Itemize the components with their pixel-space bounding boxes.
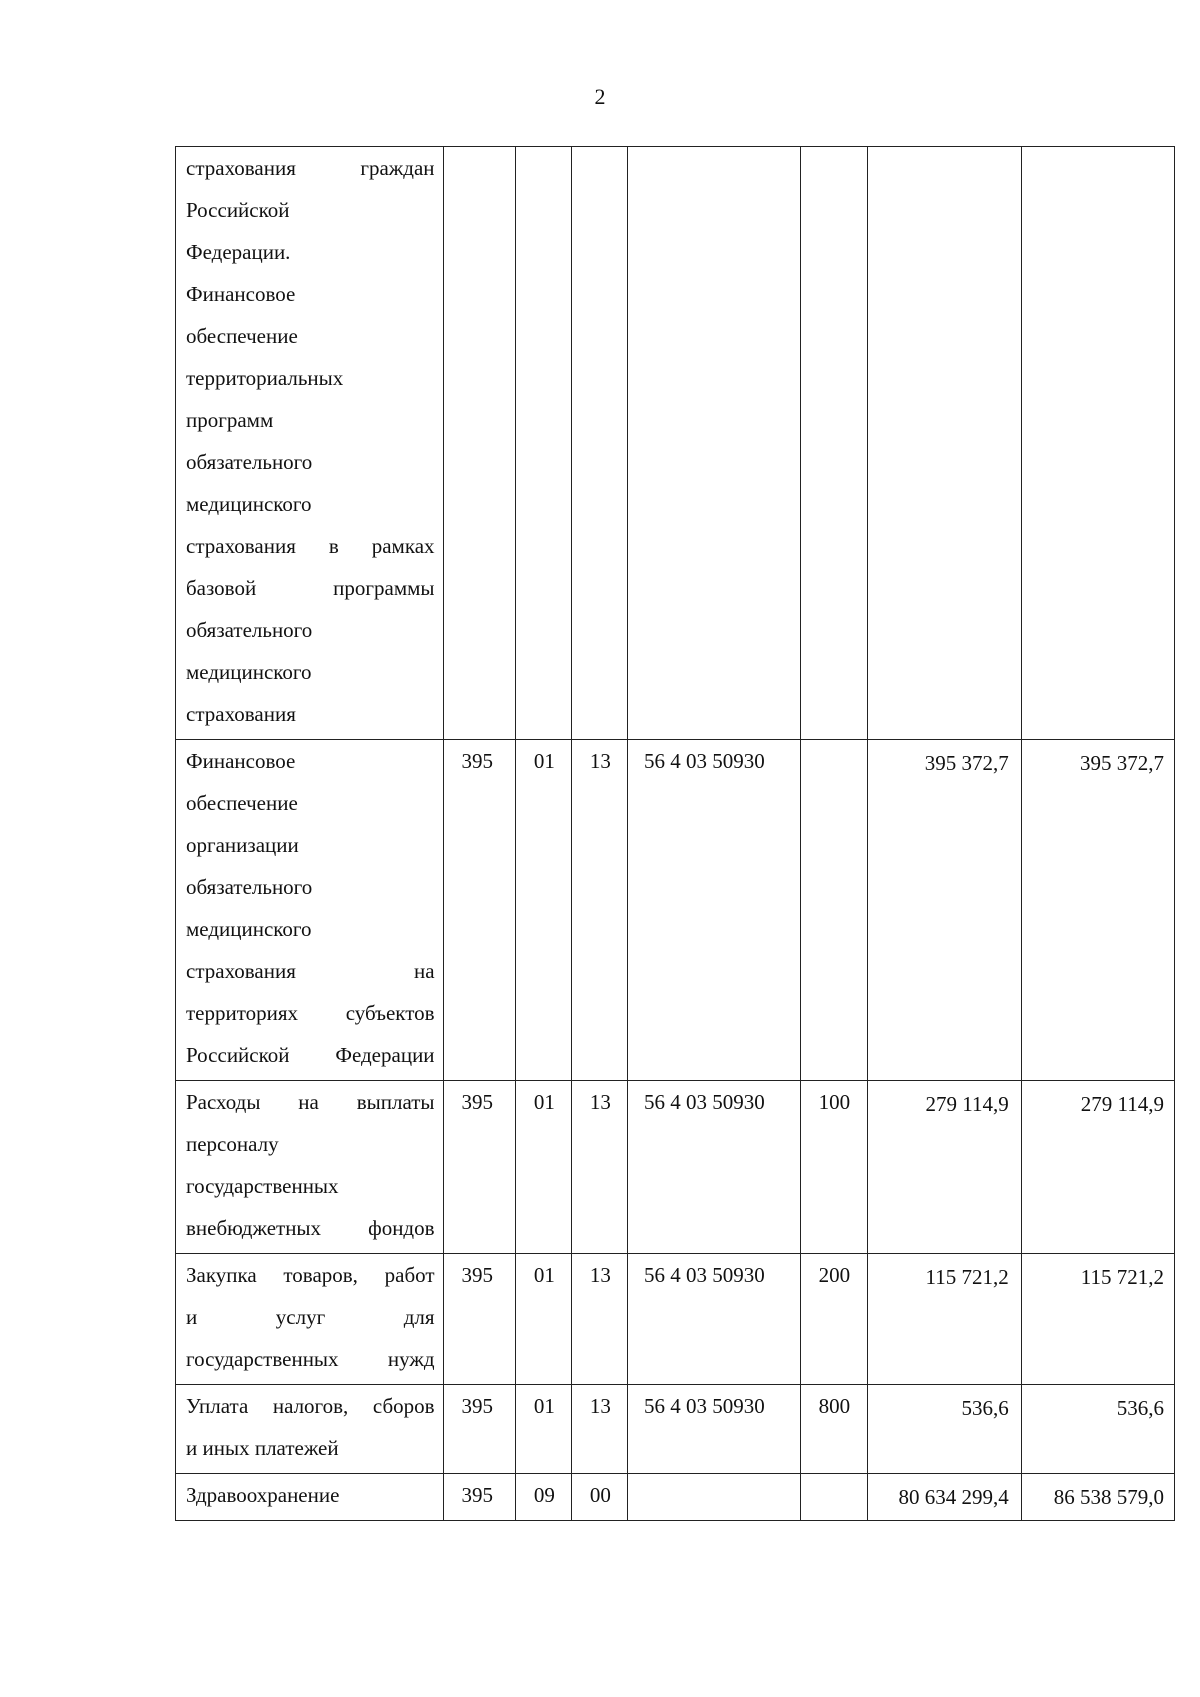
row-name-cell	[176, 1254, 444, 1385]
row-name-cell	[176, 1081, 444, 1254]
amount-year-2-cell: 115 721,2	[1021, 1254, 1174, 1385]
row-name-line: программ	[186, 408, 274, 432]
row-name-cell	[176, 1385, 444, 1474]
amount-year-2-cell: 279 114,9	[1021, 1081, 1174, 1254]
expense-type-cell: 800	[800, 1385, 867, 1474]
row-name-line: и иных платежей	[186, 1436, 339, 1460]
target-article-cell: 56 4 03 50930	[628, 1081, 801, 1254]
row-name-line: обеспечение	[186, 791, 298, 815]
table-body	[176, 147, 1175, 1521]
amount-year-2-cell: 395 372,7	[1021, 740, 1174, 1081]
row-name-line: страхования в рамках	[186, 534, 435, 558]
amount-year-2-cell	[1021, 147, 1174, 740]
row-name-line: обязательного	[186, 450, 313, 474]
row-name-line: Российской	[186, 198, 290, 222]
row-name-line: Федерации.	[186, 240, 291, 264]
ministry-code-cell: 395	[443, 1254, 515, 1385]
table-row	[176, 1474, 1175, 1521]
ministry-code-cell: 395	[443, 740, 515, 1081]
table-row	[176, 1081, 1175, 1254]
row-name-line: государственных нужд	[186, 1347, 435, 1371]
section-code-cell	[515, 147, 571, 740]
expense-type-cell: 100	[800, 1081, 867, 1254]
row-name-line: и услуг для	[186, 1305, 435, 1329]
row-name-line: обязательного	[186, 618, 313, 642]
amount-year-2-cell: 536,6	[1021, 1385, 1174, 1474]
row-name-line: территориях субъектов	[186, 1001, 435, 1025]
amount-year-1-cell: 395 372,7	[867, 740, 1021, 1081]
ministry-code-cell: 395	[443, 1385, 515, 1474]
row-name-cell	[176, 147, 444, 740]
target-article-cell: 56 4 03 50930	[628, 1385, 801, 1474]
row-name-line: Финансовое	[186, 749, 296, 773]
section-code-cell: 09	[515, 1474, 571, 1521]
row-name-line: обеспечение	[186, 324, 298, 348]
table-row	[176, 1254, 1175, 1385]
ministry-code-cell: 395	[443, 1474, 515, 1521]
row-name-line: внебюджетных фондов	[186, 1216, 435, 1240]
subsection-code-cell: 13	[571, 740, 627, 1081]
target-article-cell: 56 4 03 50930	[628, 1254, 801, 1385]
target-article-cell: 56 4 03 50930	[628, 740, 801, 1081]
row-name-line: Расходы на выплаты	[186, 1090, 435, 1114]
subsection-code-cell: 00	[571, 1474, 627, 1521]
row-name-line: страхования	[186, 702, 296, 726]
row-name-line: Финансовое	[186, 282, 296, 306]
ministry-code-cell	[443, 147, 515, 740]
expense-type-cell: 200	[800, 1254, 867, 1385]
expense-type-cell	[800, 1474, 867, 1521]
amount-year-1-cell: 536,6	[867, 1385, 1021, 1474]
section-code-cell: 01	[515, 1081, 571, 1254]
row-name-line: Здравоохранение	[186, 1483, 340, 1507]
target-article-cell	[628, 147, 801, 740]
expense-type-cell	[800, 740, 867, 1081]
subsection-code-cell: 13	[571, 1081, 627, 1254]
section-code-cell: 01	[515, 740, 571, 1081]
row-name-line: медицинского	[186, 492, 312, 516]
amount-year-2-cell: 86 538 579,0	[1021, 1474, 1174, 1521]
row-name-line: Российской Федерации	[186, 1043, 435, 1067]
subsection-code-cell	[571, 147, 627, 740]
row-name-line: страхования граждан	[186, 156, 435, 180]
row-name-line: государственных	[186, 1174, 339, 1198]
row-name-line: организации	[186, 833, 299, 857]
row-name-line: Уплата налогов, сборов	[186, 1394, 435, 1418]
row-name-line: страхования на	[186, 959, 435, 983]
table-row	[176, 1385, 1175, 1474]
amount-year-1-cell	[867, 147, 1021, 740]
target-article-cell	[628, 1474, 801, 1521]
row-name-line: медицинского	[186, 917, 312, 941]
section-code-cell: 01	[515, 1254, 571, 1385]
section-code-cell: 01	[515, 1385, 571, 1474]
ministry-code-cell: 395	[443, 1081, 515, 1254]
row-name-line: обязательного	[186, 875, 313, 899]
row-name-line: базовой программы	[186, 576, 435, 600]
subsection-code-cell: 13	[571, 1254, 627, 1385]
row-name-line: Закупка товаров, работ	[186, 1263, 435, 1287]
table-row	[176, 740, 1175, 1081]
row-name-line: территориальных	[186, 366, 344, 390]
budget-table	[175, 146, 1175, 1521]
row-name-cell	[176, 1474, 444, 1521]
row-name-line: медицинского	[186, 660, 312, 684]
amount-year-1-cell: 279 114,9	[867, 1081, 1021, 1254]
subsection-code-cell: 13	[571, 1385, 627, 1474]
amount-year-1-cell: 80 634 299,4	[867, 1474, 1021, 1521]
page-number: 2	[594, 84, 606, 109]
amount-year-1-cell: 115 721,2	[867, 1254, 1021, 1385]
row-name-cell	[176, 740, 444, 1081]
table-row	[176, 147, 1175, 740]
expense-type-cell	[800, 147, 867, 740]
row-name-line: персоналу	[186, 1132, 279, 1156]
